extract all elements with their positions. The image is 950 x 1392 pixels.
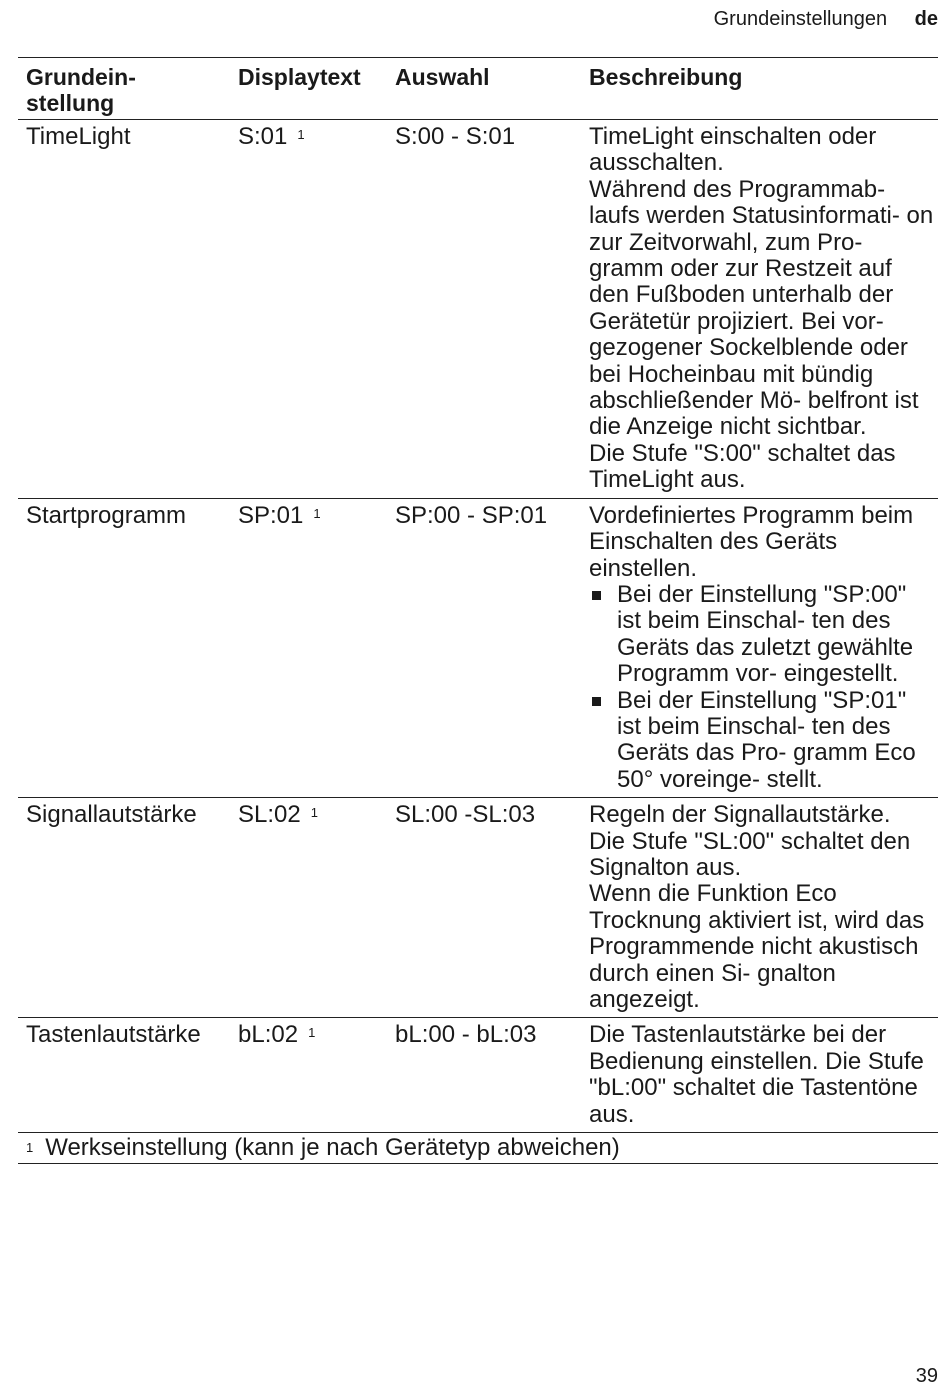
setting-name: Tastenlautstärke bbox=[26, 1021, 201, 1049]
table-header-row bbox=[18, 58, 938, 120]
table-row-tastenlautstaerke bbox=[18, 1018, 938, 1133]
display-value: bL:02 bbox=[238, 1021, 299, 1049]
display-value: S:01 bbox=[238, 123, 288, 150]
options-range: S:00 - S:01 bbox=[395, 123, 516, 150]
description-paragraph: Wenn die Funktion Eco Trocknung aktiviert ist, wird das Programmende nicht akustisch durch einen Si- gnalton angezeigt. bbox=[589, 880, 925, 1013]
footnote-ref: 1 bbox=[297, 127, 305, 142]
page-number: 39 bbox=[915, 1365, 938, 1387]
description-paragraph: Die Tastenlautstärke bei der Bedienung einstellen. Die Stufe "bL:00" schaltet die Tastentöne aus. bbox=[589, 1021, 924, 1128]
description-paragraph: TimeLight einschalten oder ausschalten. bbox=[589, 123, 877, 177]
table-header bbox=[18, 58, 938, 120]
table-row-signallautstaerke bbox=[18, 798, 938, 1018]
language-code: de bbox=[914, 8, 938, 30]
column-header-description: Beschreibung bbox=[589, 64, 743, 90]
list-item-text: Bei der Einstellung "SP:00" ist beim Einschal- ten des Geräts das zuletzt gewählte Programm vor- eingestellt. bbox=[617, 580, 914, 688]
description bbox=[589, 120, 938, 499]
description-paragraph: Während des Programmab- laufs werden Statusinformati- on zur Zeitvorwahl, zum Pro- gramm oder zur Restzeit auf den Fußboden unterhalb der Gerätetür projiziert. Bei vor- gezogener Sockelblende oder bei Hocheinbau mit bündig abschließender Mö- belfront ist die Anzeige nicht sichtbar. bbox=[589, 175, 934, 441]
options-range: SP:00 - SP:01 bbox=[395, 501, 548, 529]
description-paragraph: Die Stufe "SL:00" schaltet den Signalton aus. bbox=[589, 827, 911, 881]
page-header bbox=[714, 8, 938, 31]
footnote bbox=[18, 1133, 938, 1164]
column-header-display: Displaytext bbox=[238, 64, 361, 90]
table-footnote-row bbox=[18, 1133, 938, 1164]
setting-name: TimeLight bbox=[26, 123, 131, 150]
display-text bbox=[238, 1018, 395, 1133]
description-paragraph: Die Stufe "S:00" schaltet das TimeLight aus. bbox=[589, 439, 896, 494]
description-bullet-list bbox=[589, 582, 936, 793]
footnote-ref: 1 bbox=[313, 505, 321, 521]
setting-name: Startprogramm bbox=[26, 501, 187, 529]
description-paragraph: Regeln der Signallautstärke. bbox=[589, 801, 891, 829]
column-header-setting: Grundein- stellung bbox=[26, 64, 136, 116]
list-item bbox=[589, 688, 936, 794]
footnote-text: Werkseinstellung (kann je nach Gerätetyp abweichen) bbox=[45, 1134, 620, 1162]
footnote-number: 1 bbox=[26, 1140, 34, 1156]
list-item bbox=[589, 582, 936, 688]
options-range: SL:00 -SL:03 bbox=[395, 801, 536, 829]
table-row-startprogramm bbox=[18, 498, 938, 797]
description bbox=[589, 1018, 938, 1133]
description-paragraph: Vordefiniertes Programm beim Einschalten des Geräts einstellen. bbox=[589, 501, 914, 582]
settings-table-container bbox=[18, 57, 938, 1164]
footnote-ref: 1 bbox=[310, 805, 318, 821]
display-value: SP:01 bbox=[238, 501, 304, 529]
display-text bbox=[238, 798, 395, 1018]
description bbox=[589, 798, 938, 1018]
footnote-ref: 1 bbox=[308, 1025, 316, 1041]
column-header-options: Auswahl bbox=[395, 64, 490, 90]
setting-name: Signallautstärke bbox=[26, 801, 197, 829]
settings-table bbox=[18, 57, 938, 1164]
square-bullet-icon bbox=[592, 697, 601, 706]
section-title: Grundeinstellungen bbox=[713, 8, 888, 30]
description bbox=[589, 498, 938, 797]
square-bullet-icon bbox=[592, 591, 601, 600]
display-text bbox=[238, 498, 395, 797]
display-value: SL:02 bbox=[238, 801, 301, 829]
options-range: bL:00 - bL:03 bbox=[395, 1021, 537, 1049]
display-text bbox=[238, 120, 395, 499]
table-row-timelight bbox=[18, 120, 938, 499]
list-item-text: Bei der Einstellung "SP:01" ist beim Einschal- ten des Geräts das Pro- gramm Eco 50° voreinge- stellt. bbox=[617, 686, 916, 793]
